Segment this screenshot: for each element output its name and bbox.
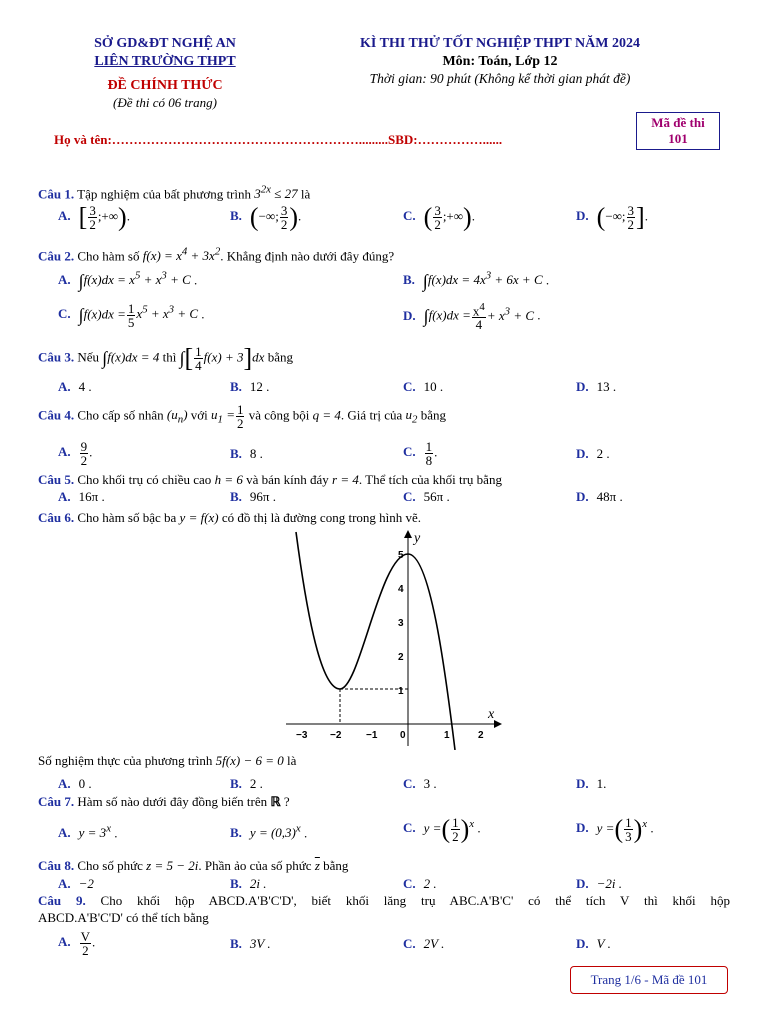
q9-option-d[interactable]: D. V . — [576, 936, 611, 951]
department-name: SỞ GD&ĐT NGHỆ AN — [94, 36, 236, 51]
q7-option-c[interactable]: C. y =( $\frac{1}{2}$ )$^x$ . — [403, 814, 481, 844]
cubic-curve — [296, 532, 455, 750]
question-6: Câu 6. Cho hàm số bậc ba y = f(x) có đồ thị là đường cong trong hình vẽ. — [38, 510, 422, 525]
question-2: Câu 2. Cho hàm số $f(x) = x^4 + 3x^2$. Khẳng định nào dưới đây đúng? — [38, 246, 395, 264]
q8-option-a[interactable]: A. −2 — [58, 876, 94, 891]
y-tick-2: 2 — [398, 652, 404, 663]
q2-option-d[interactable]: D. ∫f(x)dx = $\frac{x^4}{4}$ + $x^3 + C$ . — [403, 301, 541, 333]
q7-option-b[interactable]: B. $y = (0,3)^x$ . — [230, 823, 308, 841]
question-5: Câu 5. Cho khối trụ có chiều cao h = 6 và bán kính đáy r = 4. Thể tích của khối trụ bằng — [38, 472, 502, 487]
question-6-equation: Số nghiệm thực của phương trình 5f(x) − 6 = 0 là — [38, 753, 297, 768]
q7-option-a[interactable]: A. $y = 3^x$ . — [58, 823, 118, 841]
question-9-line2: ABCD.A'B'C'D' có thể tích bằng — [38, 910, 209, 925]
q5-option-c[interactable]: C. 56π . — [403, 489, 450, 504]
question-1-label: Câu 1. — [38, 186, 75, 202]
question-9: Câu 9. Cho khối hộp ABCD.A'B'C'D', biết khối lăng trụ ABC.A'B'C' có thể tích V thì khối hộp — [38, 893, 731, 908]
q9-option-a[interactable]: A. $\frac{V}{2}$ . — [58, 929, 96, 958]
q1-option-c[interactable]: C. ( $\frac{3}{2}$ ;+∞). — [403, 202, 475, 232]
x-axis-label: x — [488, 707, 495, 722]
q3-option-d[interactable]: D. 13 . — [576, 379, 617, 394]
q6-option-c[interactable]: C. 3 . — [403, 776, 437, 791]
q4-option-c[interactable]: C. $\frac{1}{8}$ . — [403, 439, 438, 468]
candidate-name-field: Họ và tên:………………………………………………….........SBD:……………...... — [54, 132, 503, 147]
q9-option-b[interactable]: B. 3V . — [230, 936, 271, 951]
q9-option-c[interactable]: C. 2V . — [403, 936, 445, 951]
q3-option-b[interactable]: B. 12 . — [230, 379, 270, 394]
q4-option-b[interactable]: B. 8 . — [230, 446, 263, 461]
q6-option-d[interactable]: D. 1. — [576, 776, 607, 791]
question-4: Câu 4. Cho cấp số nhân $(u_n)$ với $u_1$ = $\frac{1}{2}$ và công bội q = 4. Giá trị của $u_2$ bằng — [38, 402, 446, 431]
q5-option-d[interactable]: D. 48π . — [576, 489, 623, 504]
y-tick-1: 1 — [398, 686, 404, 697]
q3-option-a[interactable]: A. 4 . — [58, 379, 92, 394]
official-label: ĐỀ CHÍNH THỨC — [107, 78, 223, 93]
y-axis-label: y — [414, 531, 421, 546]
q6-option-b[interactable]: B. 2 . — [230, 776, 263, 791]
q2-option-b[interactable]: B. $\int f(x)dx = 4x^3 + 6x + C$ . — [403, 270, 550, 291]
pages-note: (Đề thi có 06 trang) — [113, 95, 217, 110]
x-tick-0: 0 — [400, 730, 406, 741]
x-tick-neg2: −2 — [330, 730, 342, 741]
question-3: Câu 3. Nếu ∫f(x)dx = 4 thì ∫[ $\frac{1}{4}$ f(x) + 3]dx bằng — [38, 343, 293, 373]
q8-option-d[interactable]: D. −2i . — [576, 876, 623, 891]
question-1: Câu 1. Tập nghiệm của bất phương trình $3^{2x} \le 27$ là — [38, 184, 311, 202]
y-tick-4: 4 — [398, 584, 404, 595]
x-axis-arrow — [494, 720, 502, 728]
exam-subject: Môn: Toán, Lớp 12 — [442, 54, 558, 69]
q5-option-b[interactable]: B. 96π . — [230, 489, 276, 504]
q6-option-a[interactable]: A. 0 . — [58, 776, 92, 791]
x-tick-neg3: −3 — [296, 730, 308, 741]
exam-code: 101 — [668, 131, 688, 146]
q5-option-a[interactable]: A. 16π . — [58, 489, 105, 504]
y-axis-arrow — [404, 530, 412, 538]
q3-option-c[interactable]: C. 10 . — [403, 379, 444, 394]
x-tick-2: 2 — [478, 730, 484, 741]
q4-option-a[interactable]: A. $\frac{9}{2}$ . — [58, 439, 93, 468]
q7-option-d[interactable]: D. y =( $\frac{1}{3}$ )$^x$ . — [576, 814, 654, 844]
y-tick-5: 5 — [398, 550, 404, 561]
q8-option-c[interactable]: C. 2 . — [403, 876, 437, 891]
cubic-function-graph — [280, 528, 510, 750]
y-tick-3: 3 — [398, 618, 404, 629]
exam-code-label: Mã đề thi — [651, 115, 705, 130]
question-8: Câu 8. Cho số phức z = 5 − 2i. Phần ảo của số phức $\overline{z}$ bằng — [38, 858, 349, 873]
q2-option-a[interactable]: A. $\int f(x)dx = x^5 + x^3 + C$ . — [58, 270, 198, 291]
exam-code-box — [636, 112, 720, 150]
question-7: Câu 7. Hàm số nào dưới đây đồng biến trên ℝ ? — [38, 794, 290, 809]
q1-option-d[interactable]: D. (−∞; $\frac{3}{2}$ ]. — [576, 202, 648, 232]
exam-time: Thời gian: 90 phút (Không kể thời gian phát đề) — [369, 71, 631, 86]
exam-title: KÌ THI THỬ TỐT NGHIỆP THPT NĂM 2024 — [360, 36, 640, 51]
q8-option-b[interactable]: B. 2i . — [230, 876, 267, 891]
x-tick-1: 1 — [444, 730, 450, 741]
q1-option-a[interactable]: A. [ $\frac{3}{2}$ ;+∞). — [58, 202, 130, 232]
q2-option-c[interactable]: C. ∫f(x)dx = $\frac{1}{5}$ $x^5 + x^3 + C$ . — [58, 301, 205, 330]
q1-option-b[interactable]: B. (−∞; $\frac{3}{2}$ ). — [230, 202, 302, 232]
x-tick-neg1: −1 — [366, 730, 378, 741]
school-name: LIÊN TRƯỜNG THPT — [94, 54, 236, 69]
q4-option-d[interactable]: D. 2 . — [576, 446, 610, 461]
page-footer: Trang 1/6 - Mã đề 101 — [570, 966, 728, 994]
